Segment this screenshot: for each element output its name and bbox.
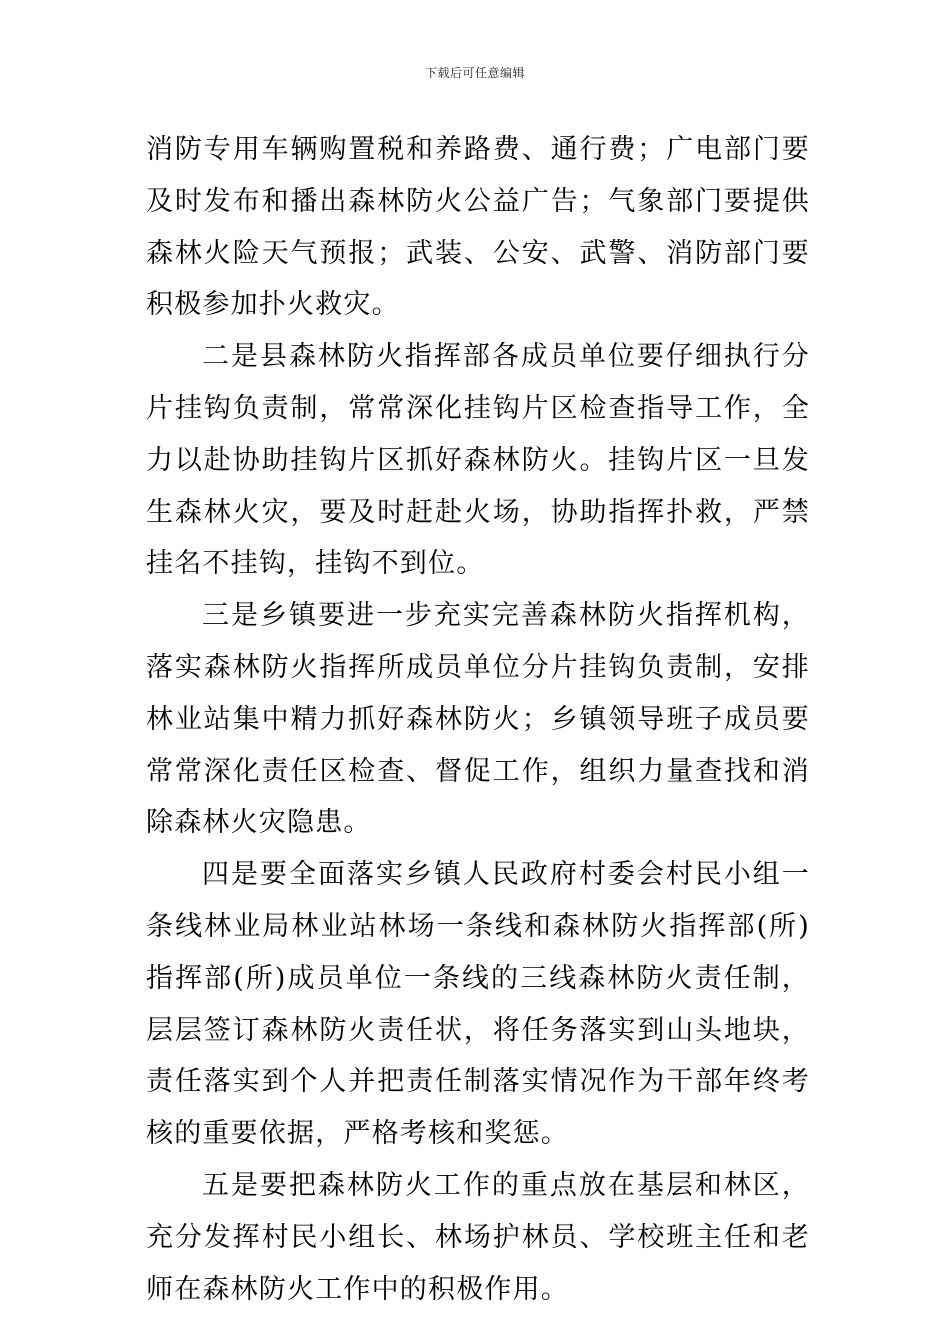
- paragraph-5: 五是要把森林防火工作的重点放在基层和林区，充分发挥村民小组长、林场护林员、学校班主任和老师在森林防火工作中的积极作用。: [146, 1169, 810, 1305]
- paragraph-1: 消防专用车辆购置税和养路费、通行费；广电部门要及时发布和播出森林防火公益广告；气象部门要提供森林火险天气预报；武装、公安、武警、消防部门要积极参加扑火救灾。: [146, 134, 810, 321]
- paragraph-2: 二是县森林防火指挥部各成员单位要仔细执行分片挂钩负责制，常常深化挂钩片区检查指导工作，全力以赴协助挂钩片区抓好森林防火。挂钩片区一旦发生森林火灾，要及时赶赴火场，协助指挥扑救，严禁挂名不挂钩，挂钩不到位。: [146, 341, 810, 580]
- document-body: [146, 124, 810, 1315]
- paragraph-3: 三是乡镇要进一步充实完善森林防火指挥机构，落实森林防火指挥所成员单位分片挂钩负责制，安排林业站集中精力抓好森林防火；乡镇领导班子成员要常常深化责任区检查、督促工作，组织力量查找和消除森林火灾隐患。: [146, 600, 810, 839]
- header-note: 下载后可任意编辑: [424, 66, 525, 80]
- paragraph-4: 四是要全面落实乡镇人民政府村委会村民小组一条线林业局林业站林场一条线和森林防火指挥部(所)指挥部(所)成员单位一条线的三线森林防火责任制，层层签订森林防火责任状，将任务落实到山头地块，责任落实到个人并把责任制落实情况作为干部年终考核的重要依据，严格考核和奖惩。: [146, 859, 810, 1150]
